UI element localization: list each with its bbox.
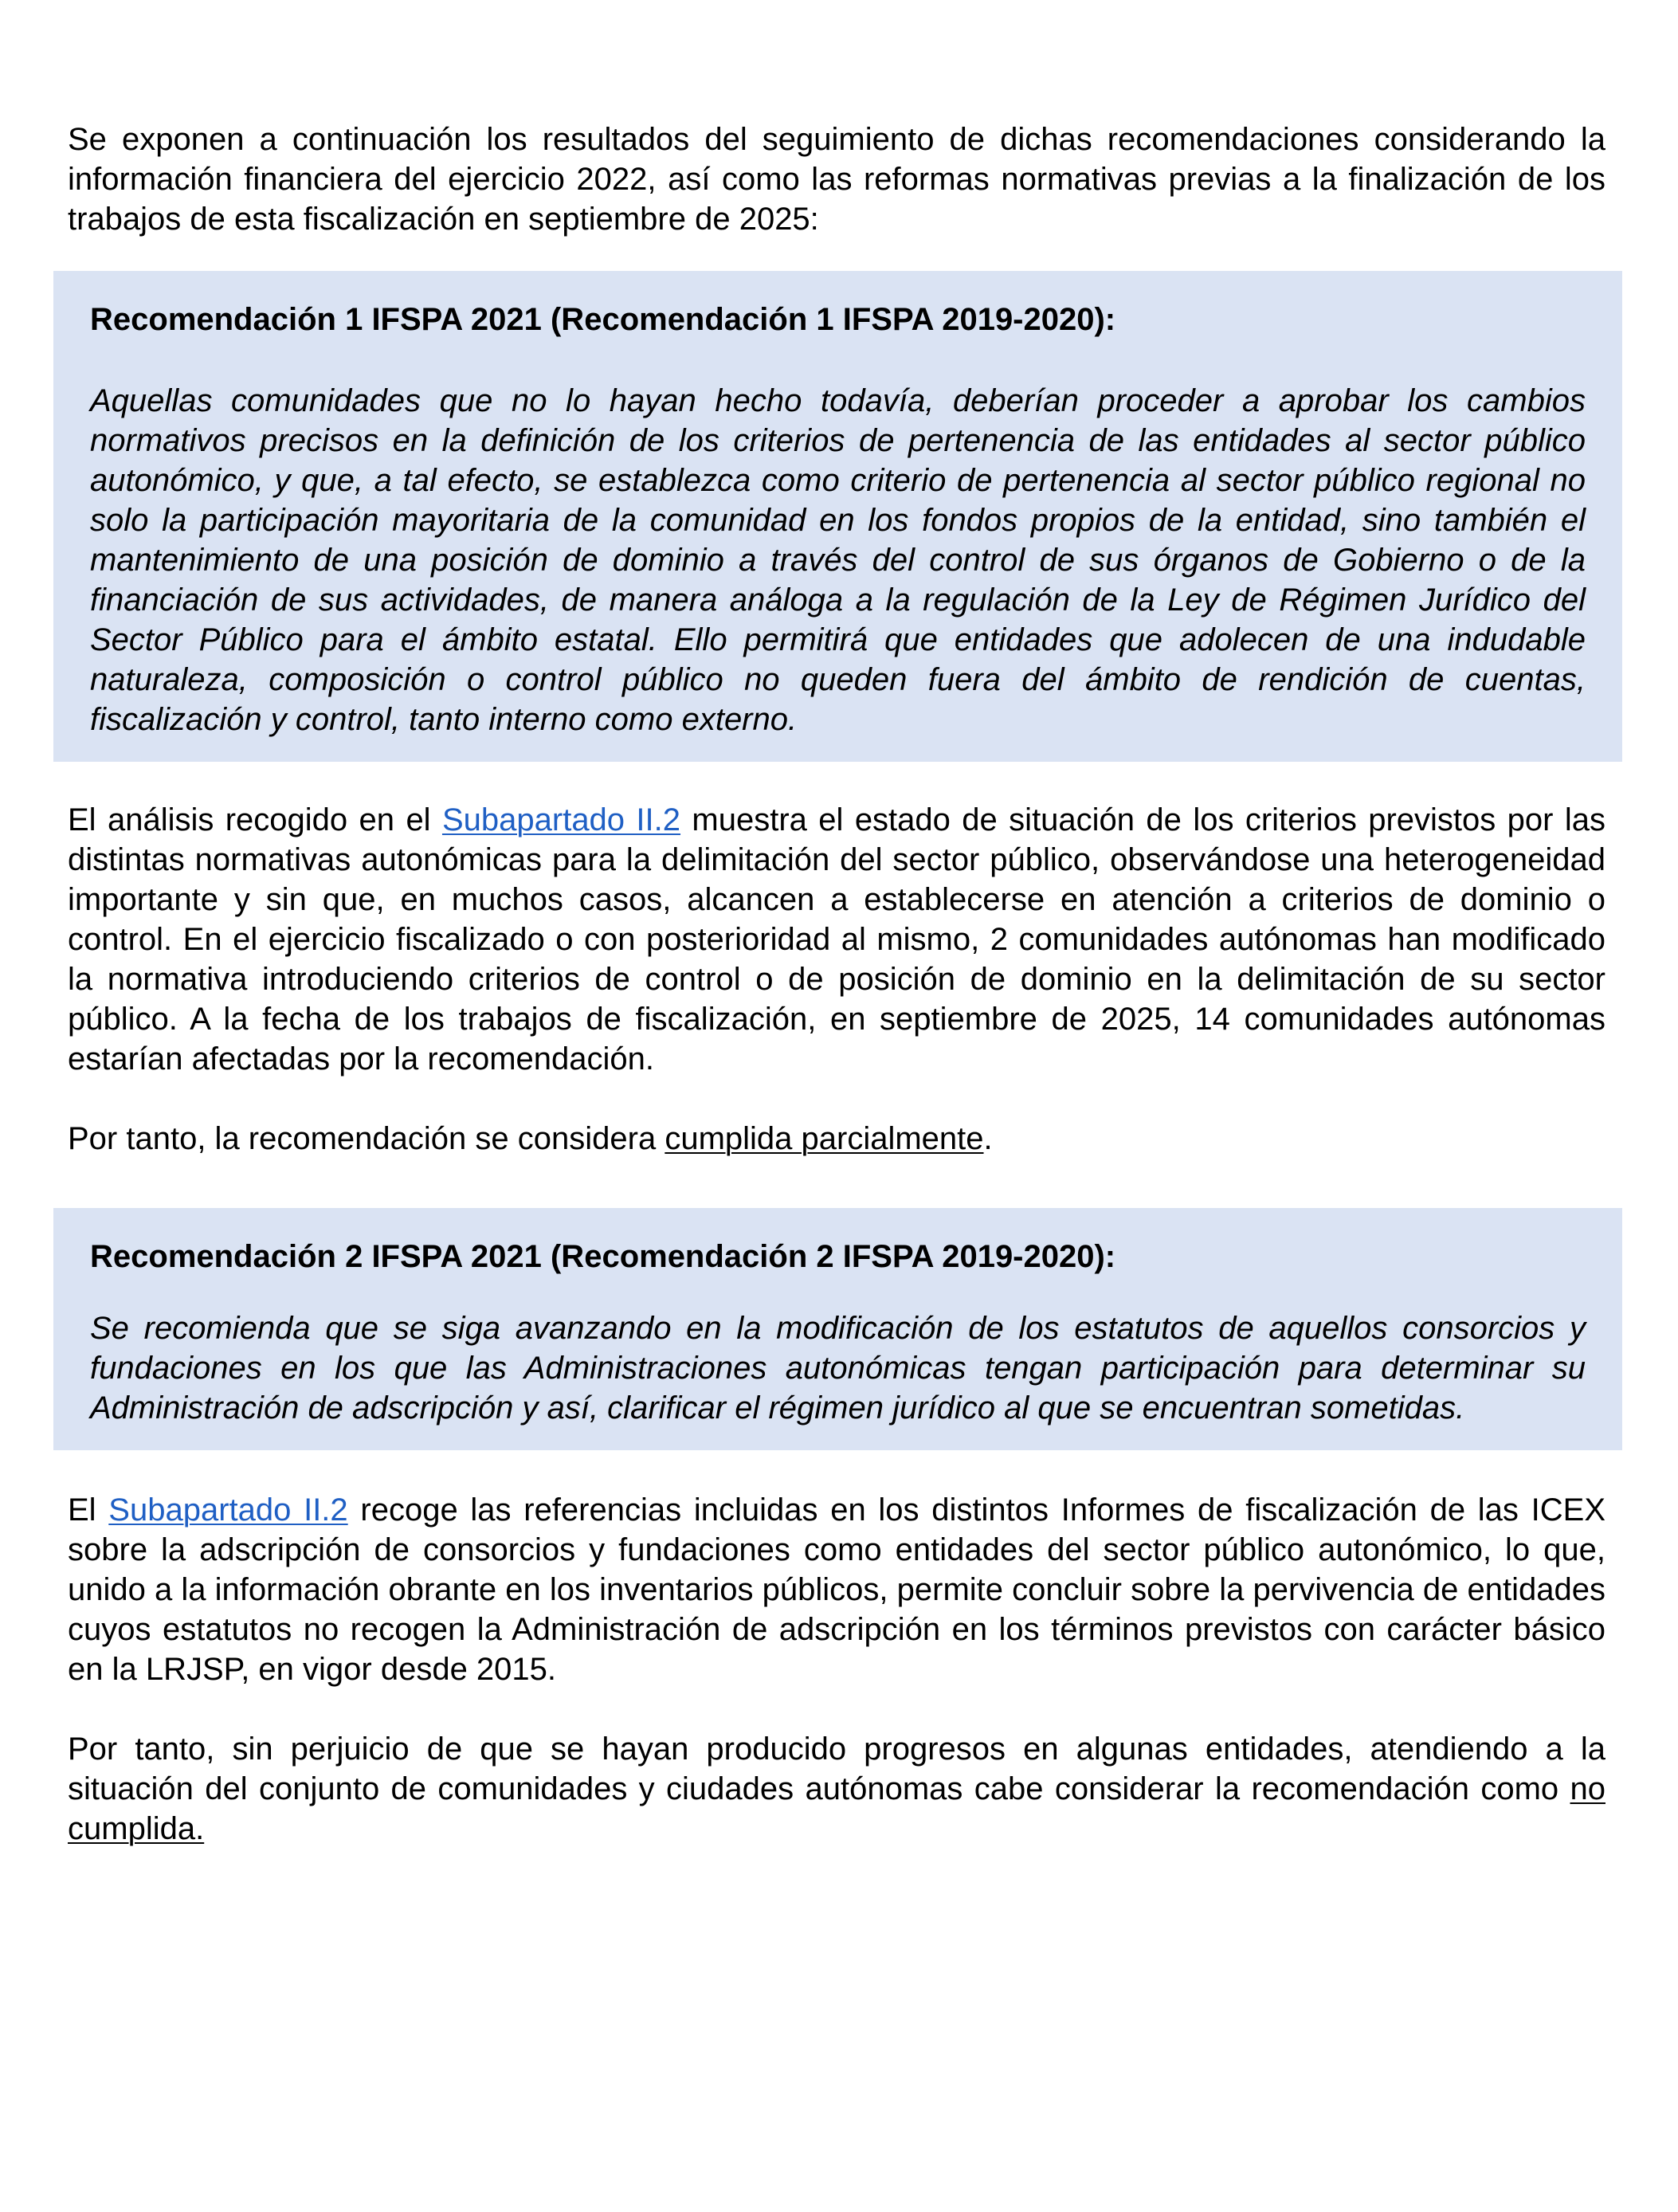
conclusion-1-after: . bbox=[983, 1121, 993, 1156]
conclusion-2-status: no cumplida. bbox=[68, 1771, 1605, 1846]
analysis-2-before: El bbox=[68, 1492, 109, 1528]
conclusion-2-before: Por tanto, sin perjuicio de que se hayan producido progresos en algunas entidades, atendiendo a la situación del conjunto de comunidades y ciudades autónomas cabe considerar la recomendación como bbox=[68, 1732, 1605, 1806]
analysis-1-after: muestra el estado de situación de los criterios previstos por las distintas normativas autonómicas para la delimitación del sector público, observándose una heterogeneidad importante y sin que, en muchos casos, alcancen a establecerse en atención a criterios de dominio o control. En el ejercicio fiscalizado o con posterioridad al mismo, 2 comunidades autónomas han modificado la normativa introduciendo criterios de control o de posición de dominio en la delimitación de su sector público. A la fecha de los trabajos de fiscalización, en septiembre de 2025, 14 comunidades autónomas estarían afectadas por la recomendación. bbox=[68, 802, 1606, 1077]
recommendation-2-title: Recomendación 2 IFSPA 2021 (Recomendación 2 IFSPA 2019-2020): bbox=[90, 1239, 1116, 1274]
conclusion-1-status: cumplida parcialmente bbox=[665, 1121, 984, 1156]
analysis-2-after: recoge las referencias incluidas en los distintos Informes de fiscalización de las ICEX sobre la adscripción de consorcios y fundaciones como entidades del sector público autonómico, lo que, unido a la información obrante en los inventarios públicos, permite concluir sobre la pervivencia de entidades cuyos estatutos no recogen la Administración de adscripción en los términos previstos con carácter básico en la LRJSP, en vigor desde 2015. bbox=[68, 1492, 1606, 1687]
subapartado-link-1[interactable]: Subapartado II.2 bbox=[441, 802, 681, 837]
recommendation-1-title: Recomendación 1 IFSPA 2021 (Recomendación 1 IFSPA 2019-2020): bbox=[90, 302, 1116, 337]
recommendation-2-text: Se recomienda que se siga avanzando en la modificación de los estatutos de aquellos consorcios y fundaciones en los que las Administraciones autonómicas tengan participación para determinar su Administración de adscripción y así, clarificar el régimen jurídico al que se encuentran sometidas. bbox=[90, 1311, 1586, 1426]
conclusion-1-before: Por tanto, la recomendación se considera bbox=[68, 1121, 665, 1156]
analysis-2-paragraph bbox=[68, 1490, 1605, 1689]
subapartado-link-2[interactable]: Subapartado II.2 bbox=[108, 1492, 348, 1528]
conclusion-2-paragraph bbox=[68, 1729, 1605, 1849]
analysis-1-paragraph bbox=[68, 800, 1605, 1079]
recommendation-2-box bbox=[53, 1208, 1622, 1450]
recommendation-1-text: Aquellas comunidades que no lo hayan hecho todavía, deberían proceder a aprobar los cambios normativos precisos en la definición de los criterios de pertenencia de las entidades al sector público autonómico, y que, a tal efecto, se establezca como criterio de pertenencia al sector público regional no solo la participación mayoritaria de la comunidad en los fondos propios de la entidad, sino también el mantenimiento de una posición de dominio a través del control de sus órganos de Gobierno o de la financiación de sus actividades, de manera análoga a la regulación de la Ley de Régimen Jurídico del Sector Público para el ámbito estatal. Ello permitirá que entidades que adolecen de una indudable naturaleza, composición o control público no queden fuera del ámbito de rendición de cuentas, fiscalización y control, tanto interno como externo. bbox=[90, 383, 1586, 737]
document-page bbox=[68, 120, 1605, 1849]
analysis-1-before: El análisis recogido en el bbox=[68, 802, 442, 837]
intro-paragraph: Se exponen a continuación los resultados del seguimiento de dichas recomendaciones considerando la información financiera del ejercicio 2022, así como las reformas normativas previas a la finalización de los trabajos de esta fiscalización en septiembre de 2025: bbox=[68, 122, 1605, 237]
recommendation-1-box bbox=[53, 271, 1622, 762]
conclusion-1-paragraph bbox=[68, 1119, 1605, 1159]
